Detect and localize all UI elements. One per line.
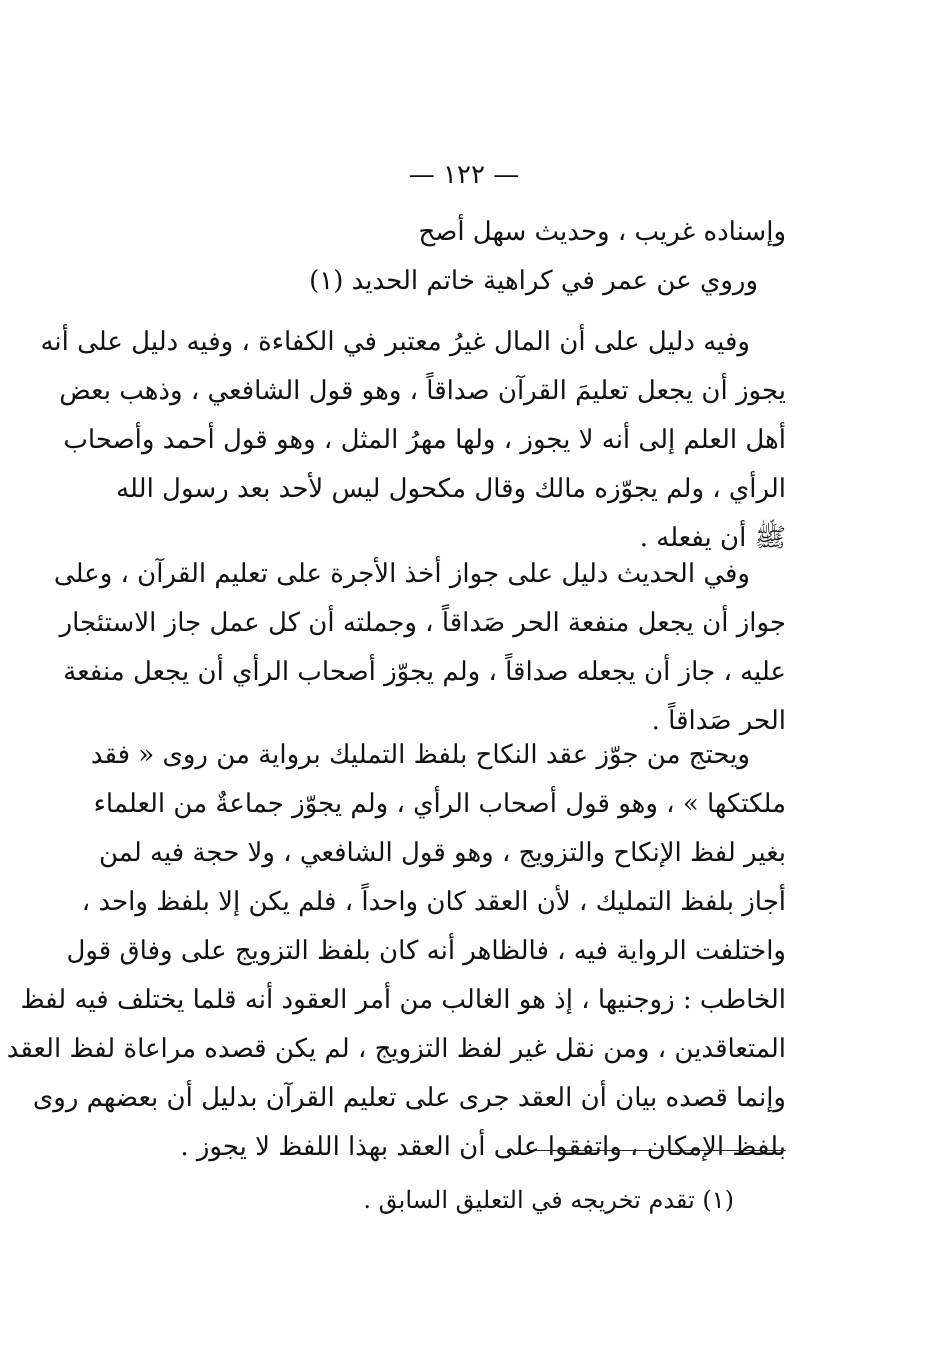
text-line: الرأي ، ولم يجوّزه مالك وقال مكحول ليس لأحد بعد رسول الله <box>116 474 786 504</box>
text-line: وإسناده غريب ، وحديث سهل أصح <box>418 217 786 247</box>
text-line: وفي الحديث دليل على جواز أخذ الأجرة على تعليم القرآن ، وعلى <box>53 559 750 589</box>
text-line: ملكتكها » ، وهو قول أصحاب الرأي ، ولم يجوّز جماعةٌ من العلماء <box>93 789 786 819</box>
text-line: ويحتج من جوّز عقد النكاح بلفظ التمليك برواية من روى « فقد <box>90 740 750 770</box>
text-line: الخاطب : زوجنيها ، إذ هو الغالب من أمر العقود أنه قلما يختلف فيه لفظ <box>20 985 786 1015</box>
text-line: الحر صَداقاً . <box>651 706 786 736</box>
paragraph-ujra <box>53 550 786 746</box>
text-line: عليه ، جاز أن يجعله صداقاً ، ولم يجوّز أصحاب الرأي أن يجعل منفعة <box>63 657 786 687</box>
text-line: يجوز أن يجعل تعليمَ القرآن صداقاً ، وهو قول الشافعي ، وذهب بعض <box>59 376 786 406</box>
intro-block <box>124 208 786 306</box>
paragraph-tamleek <box>6 731 786 1172</box>
paragraph-kafaa <box>40 318 786 563</box>
text-line: أهل العلم إلى أنه لا يجوز ، ولها مهرُ المثل ، وهو قول أحمد وأصحاب <box>63 425 786 455</box>
text-line: بغير لفظ الإنكاح والتزويج ، وهو قول الشافعي ، ولا حجة فيه لمن <box>99 838 786 868</box>
text-line: أجاز بلفظ التمليك ، لأن العقد كان واحداً ، فلم يكن إلا بلفظ واحد ، <box>81 887 786 917</box>
text-line: بلفظ الإمكان ، واتفقوا على أن العقد بهذا اللفظ لا يجوز . <box>180 1132 786 1162</box>
text-line: واختلفت الرواية فيه ، فالظاهر أنه كان بلفظ التزويج على وفاق قول <box>66 936 786 966</box>
footnote: (١) تقدم تخريجه في التعليق السابق . <box>363 1186 734 1214</box>
footnote-divider <box>528 1150 786 1151</box>
text-line: المتعاقدين ، ومن نقل غير لفظ التزويج ، لم يكن قصده مراعاة لفظ العقد <box>6 1034 786 1064</box>
text-line: وروي عن عمر في كراهية خاتم الحديد (١) <box>309 266 758 296</box>
page-number: — ١٢٢ — <box>408 160 520 190</box>
text-line: وفيه دليل على أن المال غيرُ معتبر في الكفاءة ، وفيه دليل على أنه <box>40 327 750 357</box>
text-line: جواز أن يجعل منفعة الحر صَداقاً ، وجملته أن كل عمل جاز الاستئجار <box>59 608 786 638</box>
text-line: ﷺ أن يفعله . <box>639 523 786 553</box>
text-line: وإنما قصده بيان أن العقد جرى على تعليم القرآن بدليل أن بعضهم روى <box>32 1083 786 1113</box>
